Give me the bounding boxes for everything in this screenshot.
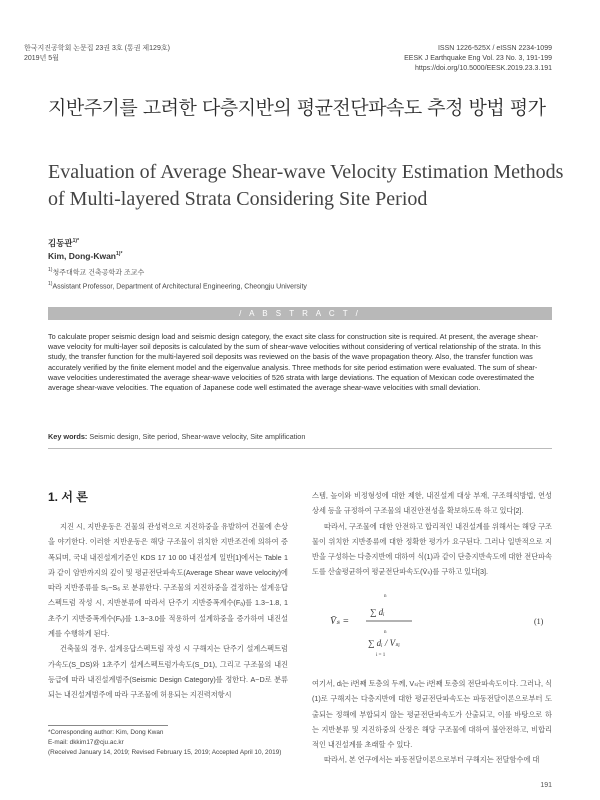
paragraph: 따라서, 본 연구에서는 파동전달이론으로부터 구해지는 전달함수에 대 — [324, 755, 540, 765]
journal-date: 2019년 5월 — [24, 55, 59, 62]
author-korean-mark: 1)* — [72, 238, 80, 245]
paragraph: 여기서, dᵢ는 i번째 토층의 두께, Vₛᵢ는 i번째 토층의 전단파속도이다. 그러나, 식(1)로 구해지는 다층지반에 대한 평균전단파속도는 파동전달이론으로부터 도출되는 정해에 부합되지 않는 평균전단파속도가 산출되고, 이를 바탕으로 하는 지반분류 및 지진하중의 산정은 해당 구조물에 대하여 불안전하고, 비합리적인 내진설계를 초래할 수 있다. — [312, 679, 552, 750]
equation-1 — [312, 573, 552, 669]
equation-lhs: V̄ₛ = — [330, 616, 350, 627]
title-english: Evaluation of Average Shear-wave Velocity Estimation Methods of Multi-layered Strata Considering Site Period — [48, 161, 564, 210]
issn-line: ISSN 1226-525X / eISSN 2234-1099 — [437, 45, 552, 52]
paragraph: 따라서, 구조물에 대한 안전하고 합리적인 내진설계를 위해서는 해당 구조물이 위치한 지반종류에 대한 정확한 평가가 요구된다. 그러나 일반적으로 지반을 구성하는 다층지반에 대하여 식(1)과 같이 단층지반속도에 대한 전단파속도를 산술평균하여 평균전단파속도(V̄ₛ)를 구하고 있다[3]. — [312, 521, 552, 577]
author-english-name: Kim, Dong-Kwan — [48, 251, 116, 261]
issn-info — [404, 44, 552, 74]
doi-link[interactable]: https://doi.org/10.5000/EESK.2019.23.3.191 — [415, 65, 552, 72]
journal-info — [24, 44, 170, 64]
corresponding-author: *Corresponding author: Kim, Dong Kwan — [48, 729, 164, 736]
paragraph: 스템, 높이와 비정형성에 대한 제한, 내진설계 대상 부재, 구조해석방법, 연성상세 등을 규정하여 구조물의 내진안전성을 확보하도록 하고 있다[2]. — [312, 491, 552, 516]
abstract-text: To calculate proper seismic design load and seismic design category, the exact site class for construction site is required. At present, the average shear-wave velocity for multi-layer soil deposits is calculated by the sum of shear-wave velocities without considering of vertical relationship of the strata. In this study, the transfer function for the multi-layered soil deposits was reviewed on the basis of the wave propagation theory. Also, the transfer function was accurately verified by the finite element model and the eigenvalue analysis. Three methods for site period estimation were evaluated. The sum of shear-wave velocities underestimated the average shear-wave velocities of 526 strata with large deviations. The equation of Mexican code overestimated the average shear-wave velocities. The equation of Japanese code well estimated the average shear-wave velocities with small deviation. — [48, 332, 541, 393]
affiliation-english-text: Assistant Professor, Department of Architectural Engineering, Cheongju University — [52, 283, 307, 291]
title-korean: 지반주기를 고려한 다층지반의 평균전단파속도 추정 방법 평가 — [48, 97, 546, 119]
sum-lower: i = 1 — [376, 653, 386, 658]
body-left-column — [48, 519, 288, 703]
footnote-rule — [48, 725, 168, 726]
page-number: 191 — [540, 782, 552, 789]
affiliation-korean-text: 청주대학교 건축공학과 조교수 — [52, 269, 145, 277]
received-dates: (Received January 14, 2019; Revised February 15, 2019; Accepted April 10, 2019) — [48, 749, 282, 756]
affiliation-korean — [48, 267, 144, 277]
body-right-column-top — [312, 488, 552, 580]
equation-number: (1) — [534, 617, 544, 626]
keywords — [48, 432, 554, 441]
body-right-column-bottom — [312, 676, 552, 768]
equation-graphic — [312, 573, 552, 669]
footnote — [48, 728, 298, 758]
author-email[interactable]: E-mail: dkkim17@cju.ac.kr — [48, 739, 124, 746]
affiliation-korean-mark: 1) — [48, 267, 53, 273]
paragraph: 건축물의 경우, 설계응답스펙트럼 작성 시 구해지는 단주기 설계스펙트럼가속도(S_DS)와 1초주기 설계스펙트럼가속도(S_D1), 그리고 구조물의 내진등급에 따라 내진설계범주(Seismic Design Category)를 정한다. A~D로 분류되는 내진설계범주에 따라 구조물에 허용되는 지진력저항시 — [48, 644, 288, 700]
divider — [48, 448, 552, 449]
author-english-mark: 1)* — [116, 251, 123, 258]
sum-upper: n — [384, 594, 387, 599]
keywords-list: Seismic design, Site period, Shear-wave velocity, Site amplification — [89, 432, 306, 441]
keywords-label: Key words: — [48, 432, 88, 441]
affiliation-english — [48, 281, 307, 290]
abstract-banner: / A B S T R A C T / — [48, 307, 552, 320]
affiliation-english-mark: 1) — [48, 281, 53, 287]
sum-upper-den: n — [384, 630, 387, 635]
journal-name: 한국지진공학회 논문집 23권 3호 (통권 제129호) — [24, 45, 170, 52]
author-korean-name: 김동관 — [48, 238, 73, 248]
author-korean — [48, 237, 79, 249]
section-heading: 1. 서 론 — [48, 490, 88, 504]
paragraph: 지진 시, 지반운동은 건물의 관성력으로 지진하중을 유발하여 건물에 손상을 야기한다. 이러한 지반운동은 해당 구조물이 위치한 지반조건에 의하여 증폭되며, 국내 내진설계기준인 KDS 17 10 00 내진설계 일반[1]에서는 Table 1과 같이 암반까지의 깊이 및 평균전단파속도(Average Shear wave velocity)에 따라 지반종류를 S₁~S₆ 로 분류한다. 구조물의 지진하중을 결정하는 설계응답스펙트럼 작성 시, 지반분류에 따라서 단주기 지반증폭계수(Fₐ)를 1.3~1.8, 1초주기 지반증폭계수(Fᵥ)를 1.3~3.0를 적용하여 설계하중을 증가하여 내진설계를 수행하게 된다. — [48, 522, 288, 639]
volume-line: EESK J Earthquake Eng Vol. 23 No. 3, 191-199 — [404, 55, 552, 62]
denominator: ∑ dᵢ / Vₛᵢ — [368, 638, 400, 648]
author-english — [48, 251, 122, 261]
numerator: ∑ dᵢ — [370, 607, 385, 617]
